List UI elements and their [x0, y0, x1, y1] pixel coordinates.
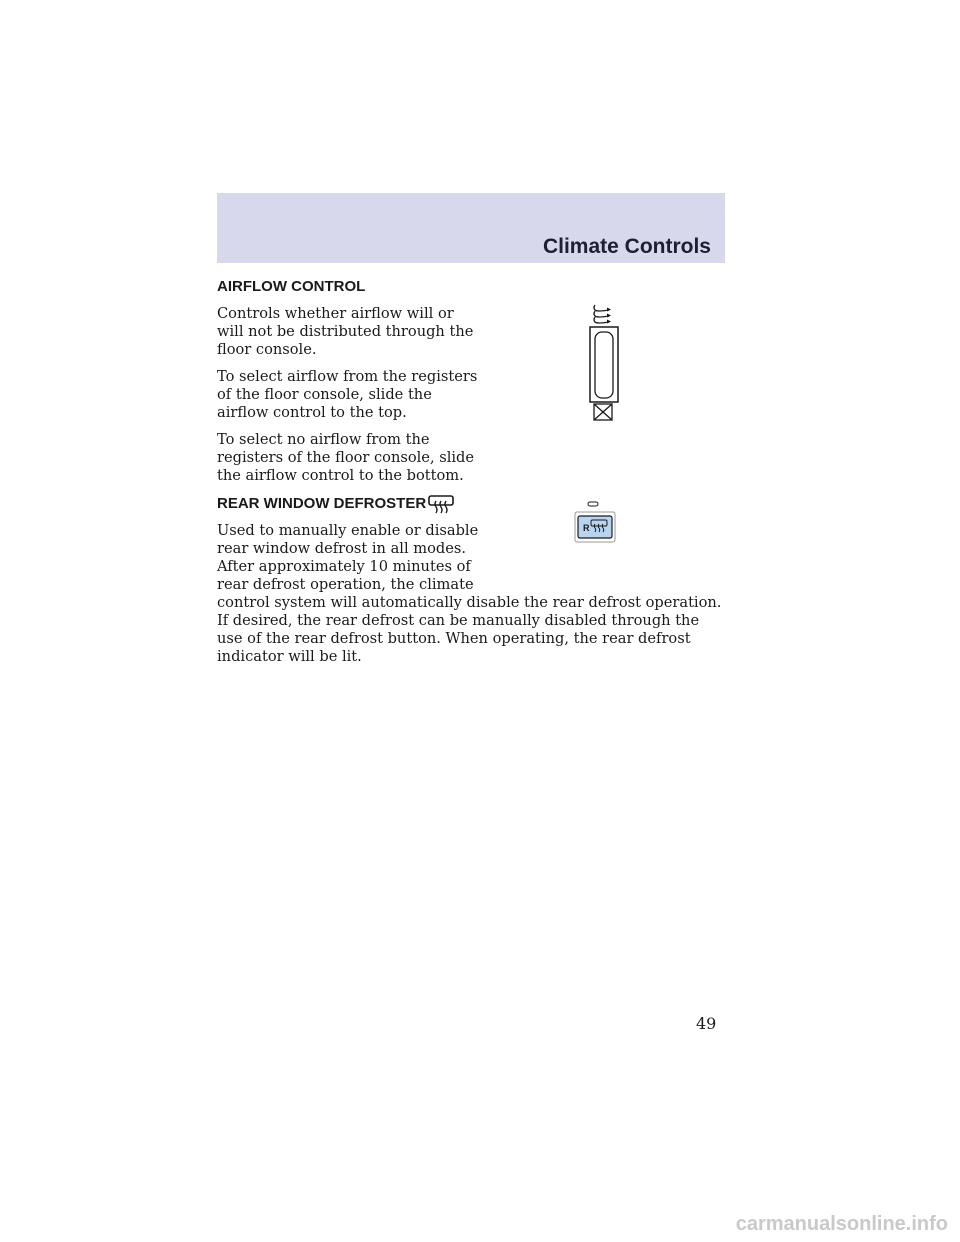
watermark: carmanualsonline.info — [735, 1213, 948, 1235]
airflow-paragraph-2: To select airflow from the registers of the floor console, slide the airflow control to the top. — [217, 368, 478, 421]
section-title: Climate Controls — [542, 235, 711, 258]
defroster-paragraph-part1: Used to manually enable or disable rear window defrost in all modes. After approximately 10 minutes of rear defrost operation, the climate — [217, 522, 479, 593]
airflow-slider-icon — [588, 304, 620, 422]
defroster-paragraph-part2: control system will automatically disable the rear defrost operation. If desired, the rear defrost can be manually disabled through the use of the rear defrost button. When operating, the rear defrost indicator will be lit. — [217, 594, 722, 665]
rear-defrost-button-icon — [574, 501, 616, 543]
airflow-heading: AIRFLOW CONTROL — [217, 278, 366, 295]
defroster-section — [217, 495, 727, 666]
page-number: 49 — [696, 1014, 717, 1033]
airflow-paragraph-1: Controls whether airflow will or will not be distributed through the floor console. — [217, 305, 474, 358]
defroster-heading-row — [217, 495, 727, 513]
airflow-paragraph-3: To select no airflow from the registers of the floor console, slide the airflow control to the bottom. — [217, 431, 475, 484]
section-header-band — [217, 193, 725, 263]
airflow-text — [217, 305, 479, 485]
page-content — [217, 278, 727, 675]
defrost-button-letter: R — [583, 523, 590, 533]
rear-defrost-icon — [428, 495, 454, 515]
defroster-heading: REAR WINDOW DEFROSTER — [217, 495, 427, 512]
